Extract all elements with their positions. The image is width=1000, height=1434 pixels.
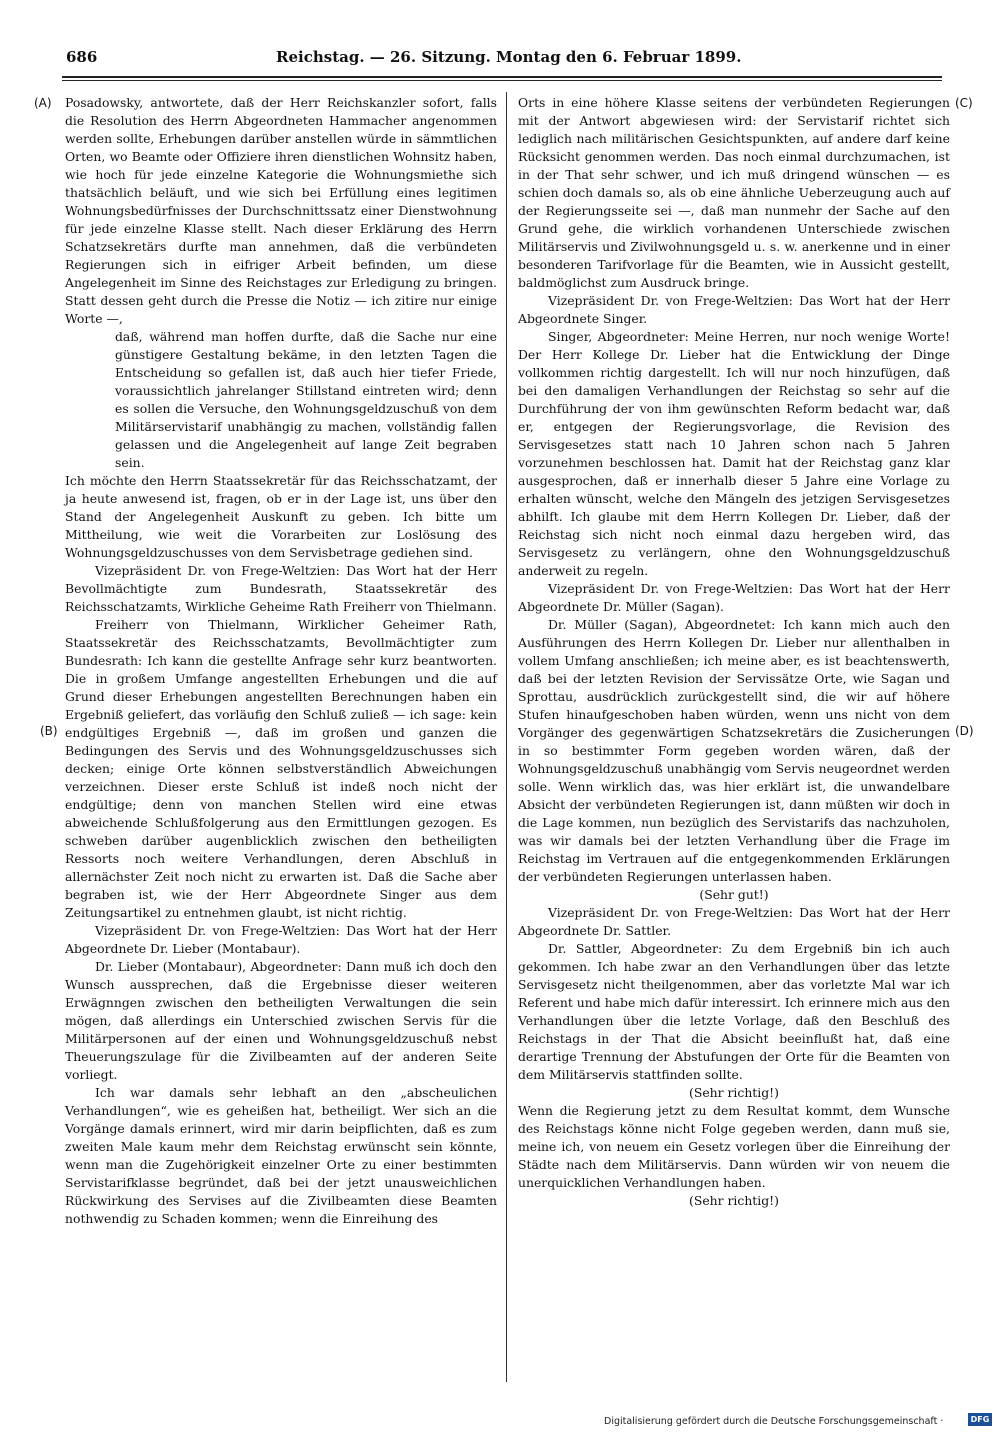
column-divider [506,92,507,1382]
paragraph: Dr. Müller (Sagan), Abgeordnetet: Ich kann mich auch den Ausführungen des Herrn Kollegen Dr. Lieber nur allenthalben in vollem Umfang anschließen; ich meine aber, es ist beachtenswerth, daß bei der letzten Revision der Servissätze Orte, wie Sagan und Sprottau, ausdrücklich zurückgestellt sind, die wir auf höhere Stufen hinaufgeschoben haben würden, wenn uns nicht von dem Vorgänger des gegenwärtigen Schatzsekretärs die Zusicherungen in so bestimmter Form gegeben worden wären, daß der Wohnungsgeldzuschuß unabhängig vom Servis neugeordnet werden solle. Wenn wirklich das, was hier erklärt ist, die unwandelbare Absicht der verbündeten Regierungen ist, dann müßten wir doch in die Lage kommen, nun bezüglich des Servistarifs das nachzuholen, was wir damals bei der letzten Verhandlung über die Frage im Reichstag im Vertrauen auf die entgegenkommenden Erklärungen der verbündeten Regierungen unterlassen haben. [518,617,950,884]
right-column [518,94,950,1210]
dfg-logo: DFG [968,1413,992,1426]
paragraph: (Sehr richtig!) [689,1085,779,1100]
paragraph: Vizepräsident Dr. von Frege-Weltzien: Das Wort hat der Herr Abgeordnete Dr. Sattler. [518,905,950,938]
paragraph: Dr. Lieber (Montabaur), Abgeordneter: Dann muß ich doch den Wunsch aussprechen, daß die Ergebnisse dieser weiteren Erwägnngen zwischen den betheiligten Verwaltungen die sein mögen, daß allerdings ein Unterschied zwischen Servis für die Militärpersonen auf der einen und Wohnungsgeldzuschuß nebst Theuerungszulage für die Zivilbeamten auf der anderen Seite vorliegt. [65,959,497,1082]
paragraph: Vizepräsident Dr. von Frege-Weltzien: Das Wort hat der Herr Abgeordnete Singer. [518,293,950,326]
paragraph: Freiherr von Thielmann, Wirklicher Geheimer Rath, Staatssekretär des Reichsschatzamts, Bevollmächtigter zum Bundesrath: Ich kann die gestellte Anfrage sehr kurz beantworten. Die in großem Umfange angestellten Erhebungen und die auf Grund dieser Erhebungen angestellten Berechnungen haben ein Ergebniß geliefert, das vorläufig den Schluß zuließ — ich sage: kein endgültiges Ergebniß —, daß im großen und ganzen die Bedingungen des Servis und des Wohnungsgeldzuschusses sich decken; einige Orte können selbstverständlich Abweichungen verzeichnen. Dieser erste Schluß ist indeß noch nicht der endgültige; denn von manchen Stellen wird eine etwas abweichende Schlußfolgerung aus den Ermittlungen gezogen. Es schweben darüber augenblicklich zwischen den betheiligten Ressorts noch weitere Verhandlungen, deren Abschluß in allernächster Zeit noch nicht zu erwarten ist. Daß die Sache aber begraben ist, wie der Herr Abgeordnete Singer aus dem Zeitungsartikel zu entnehmen glaubt, ist nicht richtig. [65,617,497,920]
paragraph: daß, während man hoffen durfte, daß die Sache nur eine günstigere Gestaltung bekäme, in den letzten Tagen die Entscheidung so gefallen ist, daß auch hier tiefer Friede, voraussichtlich jahrelanger Stillstand eintreten wird; denn es sollen die Versuche, den Wohnungsgeldzuschuß von dem Militärservistarif unabhängig zu machen, vollständig fallen gelassen und die Angelegenheit auf lange Zeit begraben sein. [115,329,497,470]
paragraph: (Sehr richtig!) [689,1193,779,1208]
paragraph: Wenn die Regierung jetzt zu dem Resultat kommt, dem Wunsche des Reichstags könne nicht Folge gegeben werden, dann muß sie, meine ich, von neuem ein Gesetz vorlegen über die Einreihung der Städte nach dem Militärservis. Dann würden wir von neuem die unerquicklichen Verhandlungen haben. [518,1103,950,1190]
margin-marker-c: (C) [955,96,973,110]
margin-marker-a: (A) [34,96,52,110]
paragraph: Vizepräsident Dr. von Frege-Weltzien: Das Wort hat der Herr Abgeordnete Dr. Lieber (Montabaur). [65,923,497,956]
paragraph: Ich möchte den Herrn Staatssekretär für das Reichsschatzamt, der ja heute anwesend ist, fragen, ob er in der Lage ist, uns über den Stand der Angelegenheit Auskunft zu geben. Ich bitte um Mittheilung, wie weit die Vorarbeiten zur Loslösung des Wohnungsgeldzuschusses von dem Servisbetrage gediehen sind. [65,473,497,560]
paragraph: Orts in eine höhere Klasse seitens der verbündeten Regierungen mit der Antwort abgewiesen wird: der Servistarif richtet sich lediglich nach militärischen Gesichtspunkten, auf andere darf keine Rücksicht genommen werden. Das noch einmal durchzumachen, ist in der That sehr schwer, und ich muß dringend wünschen — es schien doch damals so, als ob eine ähnliche Ueberzeugung auch auf der Regierungsseite sei —, daß man nunmehr der Sache auf den Grund gehe, die wirklich vorhandenen Unterschiede zwischen Militärservis und Zivilwohnungsgeld u. s. w. anerkenne und in einer besonderen Tarifvorlage für die Beamten, wie in Aussicht gestellt, baldmöglichst zum Ausdruck bringe. [518,95,950,290]
header-rule [62,76,942,78]
paragraph: (Sehr gut!) [699,887,769,902]
footer-credit: Digitalisierung gefördert durch die Deutsche Forschungsgemeinschaft · [604,1416,944,1427]
margin-marker-b: (B) [40,724,58,738]
paragraph: Vizepräsident Dr. von Frege-Weltzien: Das Wort hat der Herr Bevollmächtigte zum Bundesrath, Staatssekretär des Reichsschatzamts, Wirkliche Geheime Rath Freiherr von Thielmann. [65,563,497,614]
header-rule-thin [62,80,942,81]
paragraph: Dr. Sattler, Abgeordneter: Zu dem Ergebniß bin ich auch gekommen. Ich habe zwar an den Verhandlungen über das letzte Servisgesetz nicht theilgenommen, aber das vorletzte Mal war ich Referent und habe mich dafür interessirt. Ich erinnere mich aus den Verhandlungen über die letzte Vorlage, daß den Beschluß des Reichstags in der That die Absicht beeinflußt hat, daß eine derartige Trennung der Abstufungen der Orte für die Beamten von dem Militärservis stattfinden sollte. [518,941,950,1082]
running-title: Reichstag. — 26. Sitzung. Montag den 6. Februar 1899. [276,48,742,66]
left-column [65,94,497,1228]
paragraph: Posadowsky, antwortete, daß der Herr Reichskanzler sofort, falls die Resolution des Herrn Abgeordneten Hammacher angenommen werden sollte, Erhebungen darüber anstellen würde in sämmtlichen Orten, wo Beamte oder Offiziere ihren dienstlichen Wohnsitz haben, wie hoch für jede einzelne Kategorie die Wohnungsmiethe sich thatsächlich beläuft, und wie sich bei Erfüllung eines legitimen Wohnungsbedürfnisses der Durchschnittssatz einer Dienstwohnung für jede einzelne Klasse stellt. Nach dieser Erklärung des Herrn Schatzsekretärs durfte man annehmen, daß die verbündeten Regierungen sich in eifriger Arbeit befinden, um diese Angelegenheit im Sinne des Reichstages zur Erledigung zu bringen. Statt dessen geht durch die Presse die Notiz — ich zitire nur einige Worte —, [65,95,497,326]
page-number: 686 [66,48,98,66]
paragraph: Singer, Abgeordneter: Meine Herren, nur noch wenige Worte! Der Herr Kollege Dr. Lieber hat die Entwicklung der Dinge vollkommen richtig dargestellt. Ich will nur noch hinzufügen, daß bei den damaligen Verhandlungen der Reichstag so sehr auf die Durchführung der von ihm gewünschten Reform bedacht war, daß er, entgegen der Regierungsvorlage, die Revision des Servisgesetzes statt nach 10 Jahren schon nach 5 Jahren vorzunehmen beschlossen hat. Damit hat der Reichstag ganz klar ausgesprochen, daß er innerhalb dieser 5 Jahre eine Vorlage zu erhalten wünscht, welche den Mängeln des jetzigen Servisgesetzes abhilft. Ich glaube mit dem Herrn Kollegen Dr. Lieber, daß der Reichstag sich nicht noch einmal dazu hergeben wird, das Servisgesetz zu verlängern, ohne den Wohnungsgeldzuschuß anderweit zu regeln. [518,329,950,578]
paragraph: Ich war damals sehr lebhaft an den „abscheulichen Verhandlungen“, wie es geheißen hat, betheiligt. Wer sich an die Vorgänge damals erinnert, wird mir darin beipflichten, daß es zum zweiten Male kaum mehr dem Reichstag erwünscht sein könnte, wenn man die Zugehörigkeit einzelner Orte zu einer bestimmten Servistarifklasse begründet, daß bei der jetzt unausweichlichen Rückwirkung des Servises auf die Zivilbeamten diese Beamten nothwendig zu Schaden kommen; wenn die Einreihung des [65,1085,497,1226]
page-header [66,48,942,74]
paragraph: Vizepräsident Dr. von Frege-Weltzien: Das Wort hat der Herr Abgeordnete Dr. Müller (Sagan). [518,581,950,614]
margin-marker-d: (D) [955,724,974,738]
